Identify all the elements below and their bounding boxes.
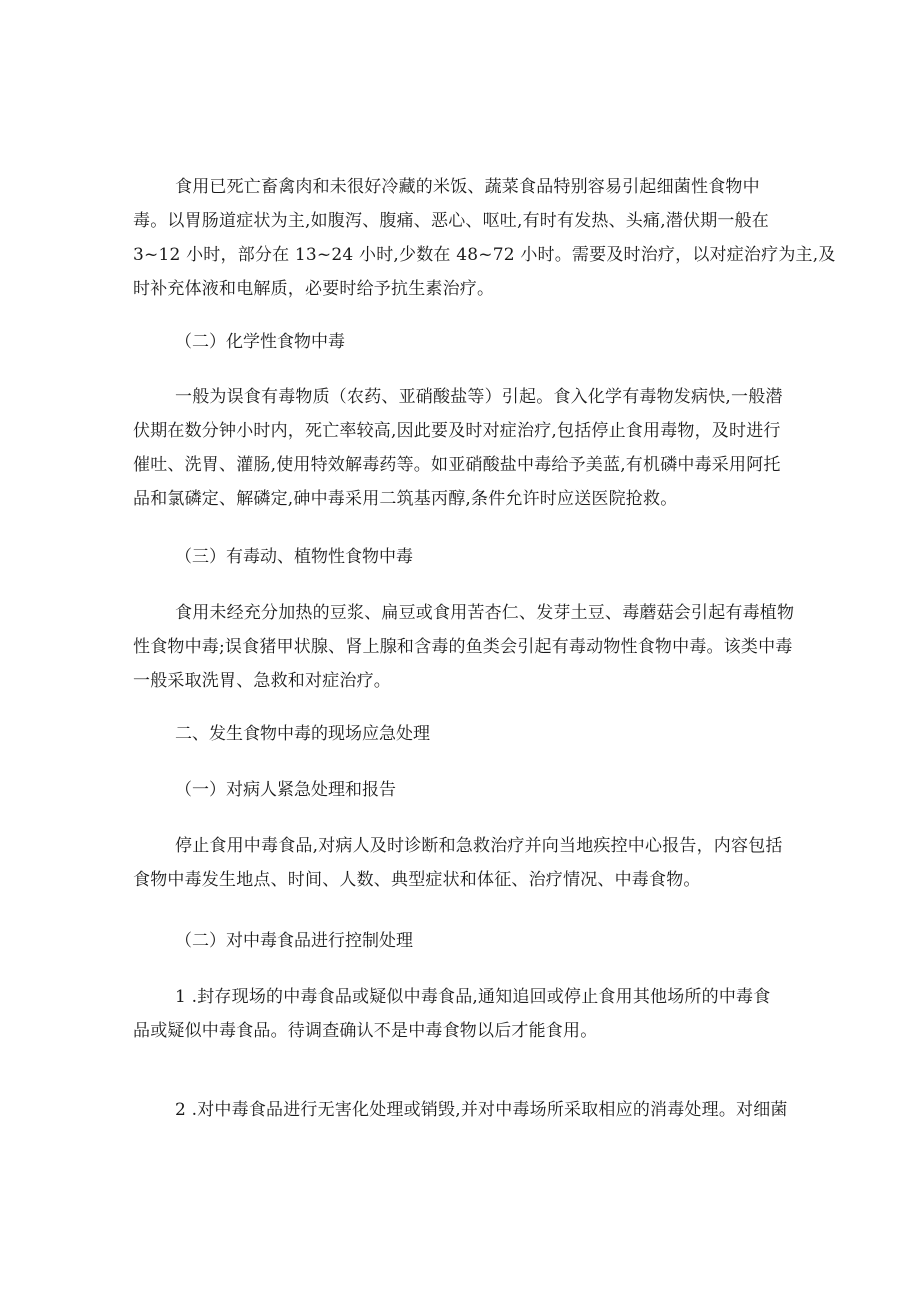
heading-food-control: （二）对中毒食品进行控制处理 <box>175 931 413 951</box>
text-line: 一般为误食有毒物质（农药、亚硝酸盐等）引起。食入化学有毒物发病快,一般潜 <box>175 387 783 407</box>
heading-chemical: （二）化学性食物中毒 <box>175 332 345 352</box>
text-line: 3~12 小时，部分在 13~24 小时,少数在 48~72 小时。需要及时治疗，以对症治疗为主,及 <box>133 245 836 265</box>
text-line: 2 .对中毒食品进行无害化处理或销毁,并对中毒场所采取相应的消毒处理。对细菌 <box>175 1100 788 1120</box>
paragraph-bacterial <box>133 170 836 306</box>
text-line: 食用未经充分加热的豆浆、扁豆或食用苦杏仁、发芽土豆、毒蘑菇会引起有毒植物 <box>175 603 795 623</box>
text-line: 性食物中毒;误食猪甲状腺、肾上腺和含毒的鱼类会引起有毒动物性食物中毒。该类中毒 <box>133 637 793 657</box>
paragraph-toxic <box>133 596 795 698</box>
text-line: 品或疑似中毒食品。待调查确认不是中毒食物以后才能食用。 <box>133 1021 598 1041</box>
text-line: 伏期在数分钟小时内，死亡率较高,因此要及时对症治疗,包括停止食用毒物，及时进行 <box>133 421 781 441</box>
text-line: 品和氯磷定、解磷定,砷中毒采用二筑基丙醇,条件允许时应送医院抢救。 <box>133 489 678 509</box>
text-line: 毒。以胃肠道症状为主,如腹泻、腹痛、恶心、呕吐,有时有发热、头痛,潜伏期一般在 <box>133 211 770 231</box>
paragraph-item-2 <box>133 1093 787 1127</box>
paragraph-chemical <box>133 380 787 516</box>
text-line: 一般采取洗胃、急救和对症治疗。 <box>133 671 391 691</box>
heading-toxic-plant-animal: （三）有毒动、植物性食物中毒 <box>175 547 413 567</box>
heading-section-two: 二、发生食物中毒的现场应急处理 <box>175 724 430 744</box>
text-line: 催吐、洗胃、灌肠,使用特效解毒药等。如亚硝酸盐中毒给予美蓝,有机磷中毒采用阿托 <box>133 455 781 475</box>
paragraph-item-1 <box>133 980 787 1048</box>
text-line: 食用已死亡畜禽肉和未很好冷藏的米饭、蔬菜食品特别容易引起细菌性食物中 <box>175 177 760 197</box>
text-line: 时补充体液和电解质，必要时给予抗生素治疗。 <box>133 279 495 299</box>
heading-patient-handling: （一）对病人紧急处理和报告 <box>175 780 396 800</box>
paragraph-patient <box>133 829 787 897</box>
text-line: 停止食用中毒食品,对病人及时诊断和急救治疗并向当地疾控中心报告，内容包括 <box>175 836 783 856</box>
text-line: 食物中毒发生地点、时间、人数、典型症状和体征、治疗情况、中毒食物。 <box>133 870 701 890</box>
text-line: 1 .封存现场的中毒食品或疑似中毒食品,通知追回或停止食用其他场所的中毒食 <box>175 987 771 1007</box>
